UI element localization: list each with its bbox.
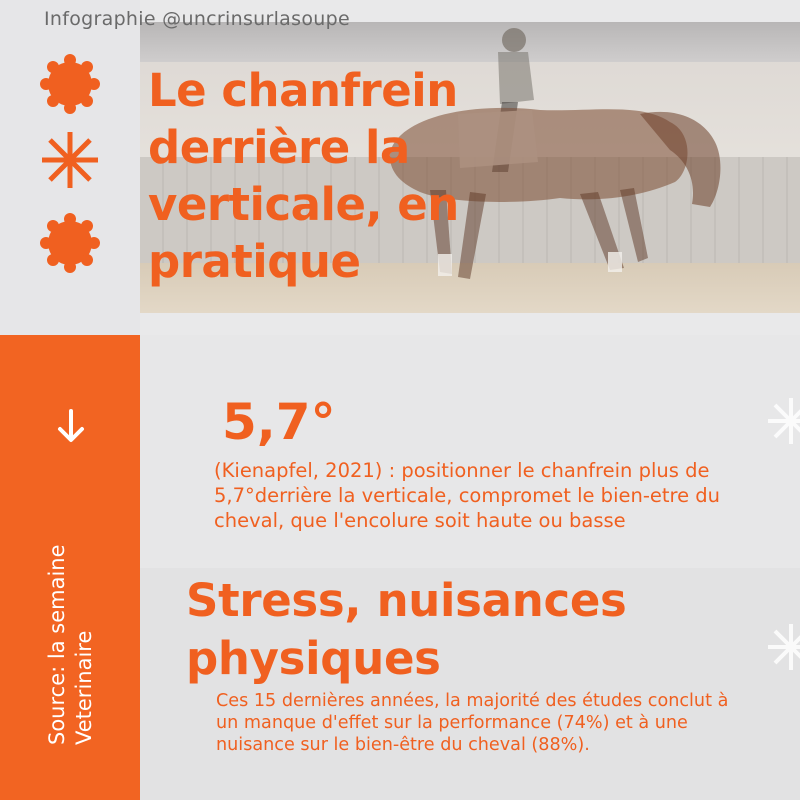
asterisk-icon bbox=[40, 130, 100, 190]
source-line-1: Source: la semaine bbox=[45, 544, 69, 745]
source-caption bbox=[44, 544, 98, 745]
section-heading: Stress, nuisances physiques bbox=[186, 574, 627, 685]
source-line-2: Veterinaire bbox=[72, 630, 96, 745]
sun-badge-icon bbox=[38, 52, 102, 116]
stat-value: 5,7° bbox=[222, 393, 336, 451]
page-title: Le chanfrein derrière la verticale, en pratique bbox=[148, 64, 459, 288]
asterisk-icon bbox=[766, 622, 800, 672]
arrow-down-icon bbox=[56, 408, 86, 444]
credit-label: Infographie @uncrinsurlasoupe bbox=[44, 8, 350, 30]
asterisk-icon bbox=[766, 396, 800, 446]
sun-badge-icon bbox=[38, 211, 102, 275]
section-description: Ces 15 dernières années, la majorité des études conclut à un manque d'effet sur la performance (74%) et à une nuisance sur le bien-être du cheval (88%). bbox=[216, 691, 729, 755]
stat-description: (Kienapfel, 2021) : positionner le chanfrein plus de 5,7°derrière la verticale, compromet le bien-etre du cheval, que l'encolure soit haute ou basse bbox=[214, 459, 721, 532]
